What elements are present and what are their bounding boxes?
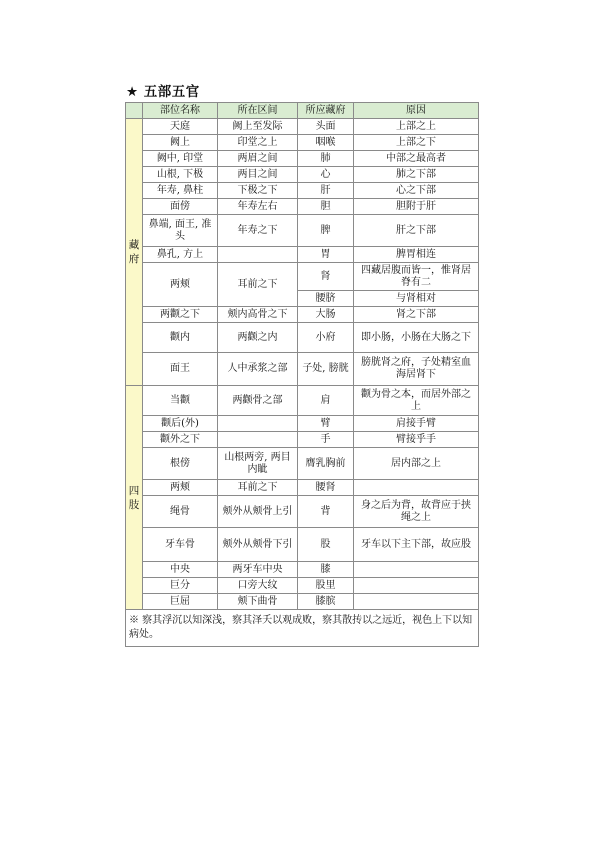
cell-organ: 子处, 膀胱 — [298, 353, 354, 386]
table-row — [126, 215, 479, 247]
cell-region — [218, 247, 298, 263]
cell-region: 颊外从颊骨上引 — [218, 496, 298, 528]
table-row — [126, 578, 479, 594]
cell-region: 两牙车中央 — [218, 562, 298, 578]
cell-region: 颊下曲骨 — [218, 594, 298, 610]
header-blank — [126, 103, 143, 119]
cell-organ: 腰肾 — [298, 480, 354, 496]
cell-part: 年寿, 鼻柱 — [143, 183, 218, 199]
cell-part: 两颧之下 — [143, 307, 218, 323]
cell-organ: 胆 — [298, 199, 354, 215]
cell-cause: 上部之下 — [354, 135, 479, 151]
table-row — [126, 167, 479, 183]
cell-cause: 身之后为背，故背应于挟绳之上 — [354, 496, 479, 528]
table-note-row — [126, 610, 479, 647]
cell-cause: 臂接乎手 — [354, 432, 479, 448]
cell-part: 山根, 下极 — [143, 167, 218, 183]
cell-part: 中央 — [143, 562, 218, 578]
cell-organ: 腰脐 — [298, 291, 354, 307]
cell-region: 人中承浆之部 — [218, 353, 298, 386]
table-row — [126, 151, 479, 167]
cell-region — [218, 432, 298, 448]
table-note: ※ 察其浮沉以知深浅，察其泽夭以观成败，察其散抟以之远近，视色上下以知病处。 — [126, 610, 479, 647]
table-row — [126, 119, 479, 135]
table-row — [126, 199, 479, 215]
header-cause: 原因 — [354, 103, 479, 119]
cell-region: 颊内高骨之下 — [218, 307, 298, 323]
cell-part: 颧后(外) — [143, 416, 218, 432]
table-header-row — [126, 103, 479, 119]
table-row — [126, 353, 479, 386]
cell-organ: 心 — [298, 167, 354, 183]
cell-cause: 膀胱肾之府，子处精室血海居肾下 — [354, 353, 479, 386]
cell-organ: 小府 — [298, 323, 354, 353]
table-row — [126, 528, 479, 562]
cell-part: 巨屈 — [143, 594, 218, 610]
cell-organ: 背 — [298, 496, 354, 528]
cell-organ: 膺乳胸前 — [298, 448, 354, 480]
cell-organ: 胃 — [298, 247, 354, 263]
header-region: 所在区间 — [218, 103, 298, 119]
cell-cause — [354, 594, 479, 610]
cell-cause: 上部之上 — [354, 119, 479, 135]
cell-region: 年寿之下 — [218, 215, 298, 247]
cell-part: 阙中, 印堂 — [143, 151, 218, 167]
cell-organ: 肝 — [298, 183, 354, 199]
header-part-name: 部位名称 — [143, 103, 218, 119]
header-organ: 所应藏府 — [298, 103, 354, 119]
table-row — [126, 263, 479, 291]
group-label-limbs — [126, 386, 143, 610]
table-row — [126, 183, 479, 199]
cell-cause: 脾胃相连 — [354, 247, 479, 263]
cell-part: 面傍 — [143, 199, 218, 215]
cell-part: 根傍 — [143, 448, 218, 480]
cell-organ: 膝膑 — [298, 594, 354, 610]
table-row — [126, 135, 479, 151]
cell-part: 鼻端, 面王, 准头 — [143, 215, 218, 247]
table-row — [126, 386, 479, 416]
group-char: 肢 — [128, 498, 140, 511]
cell-organ: 肺 — [298, 151, 354, 167]
cell-cause: 胆附于肝 — [354, 199, 479, 215]
cell-cause: 肝之下部 — [354, 215, 479, 247]
cell-region: 耳前之下 — [218, 263, 298, 307]
cell-organ: 膝 — [298, 562, 354, 578]
cell-region: 两颧之内 — [218, 323, 298, 353]
cell-region: 口旁大纹 — [218, 578, 298, 594]
cell-cause: 心之下部 — [354, 183, 479, 199]
group-char: 四 — [128, 484, 140, 497]
cell-region: 下极之下 — [218, 183, 298, 199]
cell-organ: 臂 — [298, 416, 354, 432]
cell-region: 耳前之下 — [218, 480, 298, 496]
cell-part: 天庭 — [143, 119, 218, 135]
cell-cause: 颧为骨之本，而居外部之上 — [354, 386, 479, 416]
cell-region: 两眉之间 — [218, 151, 298, 167]
cell-region: 印堂之上 — [218, 135, 298, 151]
cell-region: 阙上至发际 — [218, 119, 298, 135]
group-label-organs — [126, 119, 143, 386]
table-row — [126, 432, 479, 448]
table-row — [126, 594, 479, 610]
cell-part: 两颊 — [143, 480, 218, 496]
cell-region: 两目之间 — [218, 167, 298, 183]
cell-cause — [354, 480, 479, 496]
cell-organ: 大肠 — [298, 307, 354, 323]
table-row — [126, 416, 479, 432]
cell-organ: 肩 — [298, 386, 354, 416]
cell-part: 阙上 — [143, 135, 218, 151]
cell-organ: 脾 — [298, 215, 354, 247]
cell-region: 颊外从颊骨下引 — [218, 528, 298, 562]
cell-cause: 居内部之上 — [354, 448, 479, 480]
cell-cause: 与肾相对 — [354, 291, 479, 307]
cell-part: 绳骨 — [143, 496, 218, 528]
cell-cause: 肩接手臂 — [354, 416, 479, 432]
cell-part: 鼻孔, 方上 — [143, 247, 218, 263]
table-row — [126, 562, 479, 578]
table-row — [126, 307, 479, 323]
group-char: 府 — [128, 253, 140, 265]
cell-cause — [354, 578, 479, 594]
cell-organ: 头面 — [298, 119, 354, 135]
cell-region: 年寿左右 — [218, 199, 298, 215]
cell-cause: 即小肠，小肠在大肠之下 — [354, 323, 479, 353]
table-row — [126, 448, 479, 480]
cell-cause — [354, 562, 479, 578]
table-row — [126, 247, 479, 263]
cell-region: 两颧骨之部 — [218, 386, 298, 416]
cell-organ: 股里 — [298, 578, 354, 594]
cell-cause: 肾之下部 — [354, 307, 479, 323]
cell-organ: 肾 — [298, 263, 354, 291]
cell-cause: 牙车以下主下部，故应股 — [354, 528, 479, 562]
cell-organ: 咽喉 — [298, 135, 354, 151]
cell-cause: 肺之下部 — [354, 167, 479, 183]
cell-part: 巨分 — [143, 578, 218, 594]
cell-cause: 中部之最高者 — [354, 151, 479, 167]
cell-organ: 手 — [298, 432, 354, 448]
table-row — [126, 323, 479, 353]
cell-part: 当颧 — [143, 386, 218, 416]
group-char: 藏 — [128, 239, 140, 251]
cell-region — [218, 416, 298, 432]
page-title: ★ 五部五官 — [126, 84, 200, 100]
cell-part: 颧内 — [143, 323, 218, 353]
cell-cause: 四藏居腹而皆一，惟肾居脊有二 — [354, 263, 479, 291]
cell-part: 面王 — [143, 353, 218, 386]
cell-part: 两颊 — [143, 263, 218, 307]
five-parts-table — [125, 102, 479, 647]
cell-organ: 股 — [298, 528, 354, 562]
cell-part: 牙车骨 — [143, 528, 218, 562]
cell-part: 颧外之下 — [143, 432, 218, 448]
table-row — [126, 496, 479, 528]
cell-region: 山根两旁, 两目内眦 — [218, 448, 298, 480]
table-row — [126, 480, 479, 496]
